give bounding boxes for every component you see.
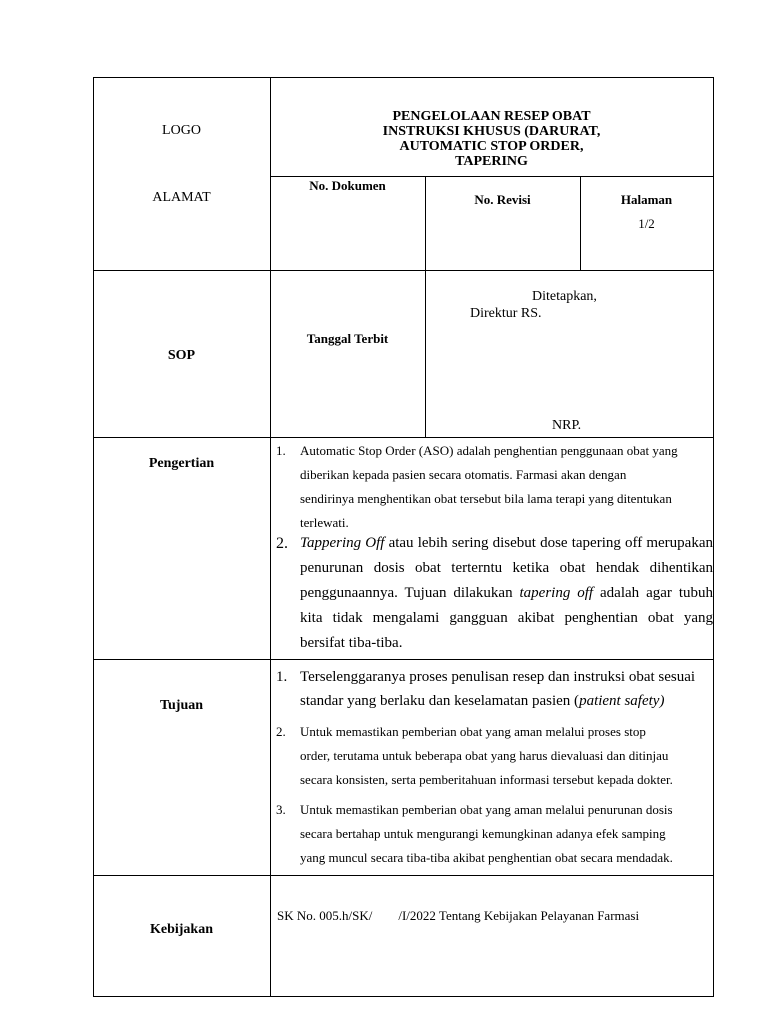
- list-number: 3.: [276, 802, 286, 817]
- title-divider: [270, 176, 714, 177]
- table-border-left: [93, 77, 94, 997]
- line: yang muncul secara tiba-tiba akibat penghentian obat secara mendadak.: [300, 850, 673, 865]
- line: Untuk memastikan pemberian obat yang aman melalui proses stop: [300, 724, 646, 739]
- line: order, terutama untuk beberapa obat yang harus dievaluasi dan ditinjau: [300, 748, 669, 763]
- list-item: [276, 531, 713, 656]
- list-number: 1.: [276, 669, 288, 685]
- pengertian-list-2: [276, 531, 713, 656]
- tujuan-label: Tujuan: [159, 698, 204, 713]
- director-text: Direktur RS.: [470, 306, 542, 321]
- title-line-2: INSTRUKSI KHUSUS (DARURAT,: [382, 124, 601, 139]
- kebijakan-text: SK No. 005.h/SK/ /I/2022 Tentang Kebijakan Pelayanan Farmasi: [277, 908, 640, 923]
- line: Automatic Stop Order (ASO) adalah penghentian penggunaan obat yang: [300, 443, 678, 458]
- line: diberikan kepada pasien secara otomatis. Farmasi akan dengan: [300, 467, 627, 482]
- table-border-right: [713, 77, 714, 997]
- list-item: [276, 798, 713, 870]
- address-placeholder: ALAMAT: [152, 190, 211, 205]
- sop-label: SOP: [167, 348, 196, 363]
- list-item: [276, 665, 713, 713]
- title-line-4: TAPERING: [455, 154, 528, 169]
- list-item: [276, 720, 713, 792]
- line: terlewati.: [300, 515, 349, 530]
- revision-label: No. Revisi: [474, 192, 531, 207]
- established-text: Ditetapkan,: [532, 289, 597, 304]
- page-value: 1/2: [638, 216, 655, 231]
- column-divider: [270, 77, 271, 997]
- page-label: Halaman: [620, 192, 673, 207]
- title-line-3: AUTOMATIC STOP ORDER,: [399, 139, 584, 154]
- kebijakan-label: Kebijakan: [149, 922, 213, 937]
- title-line-1: PENGELOLAAN RESEP OBAT: [392, 109, 591, 124]
- list-item: [276, 439, 713, 535]
- tujuan-row-divider: [93, 875, 714, 876]
- issue-date-label: Tanggal Terbit: [306, 331, 389, 346]
- line: secara konsisten, serta pemberitahuan informasi tersebut kepada dokter.: [300, 772, 673, 787]
- line: secara bertahap untuk mengurangi kemungkinan adanya efek samping: [300, 826, 666, 841]
- list-number: 2.: [276, 535, 288, 552]
- table-border-bottom: [93, 996, 714, 997]
- logo-placeholder: LOGO: [162, 123, 201, 138]
- term-italic: Tappering Off: [300, 535, 385, 551]
- pengertian-row-divider: [93, 659, 714, 660]
- line: sendirinya menghentikan obat tersebut bila lama terapi yang ditentukan: [300, 491, 672, 506]
- tujuan-list: [276, 665, 713, 870]
- doc-number-label: No. Dokumen: [309, 178, 386, 193]
- text: atau lebih sering disebut dose tapering off merupakan penurunan dosis obat terterntu ketika obat hendak dihentikan penggunaannya. Tujuan dilakukan: [300, 535, 713, 601]
- term-italic: tapering off: [519, 585, 594, 601]
- paragraph: [300, 531, 713, 656]
- header-row-divider: [93, 270, 714, 271]
- text: adalah agar tubuh kita tidak mengalami gangguan akibat penghentian obat yang bersifat tiba-tiba.: [300, 585, 713, 651]
- text: Terselenggaranya proses penulisan resep dan instruksi obat sesuai standar yang berlaku dan keselamatan pasien (: [300, 669, 696, 709]
- doc-revision-divider: [425, 176, 426, 438]
- list-number: 2.: [276, 724, 286, 739]
- paragraph: [300, 665, 713, 713]
- pengertian-list-1: [276, 439, 713, 535]
- pengertian-label: Pengertian: [148, 456, 215, 471]
- line: Untuk memastikan pemberian obat yang aman melalui penurunan dosis: [300, 802, 673, 817]
- table-border-top: [93, 77, 714, 78]
- list-number: 1.: [276, 443, 286, 458]
- nrp-text: NRP.: [552, 418, 582, 433]
- document-title: [270, 109, 713, 169]
- term-italic: patient safety): [579, 693, 665, 709]
- sop-row-divider: [93, 437, 714, 438]
